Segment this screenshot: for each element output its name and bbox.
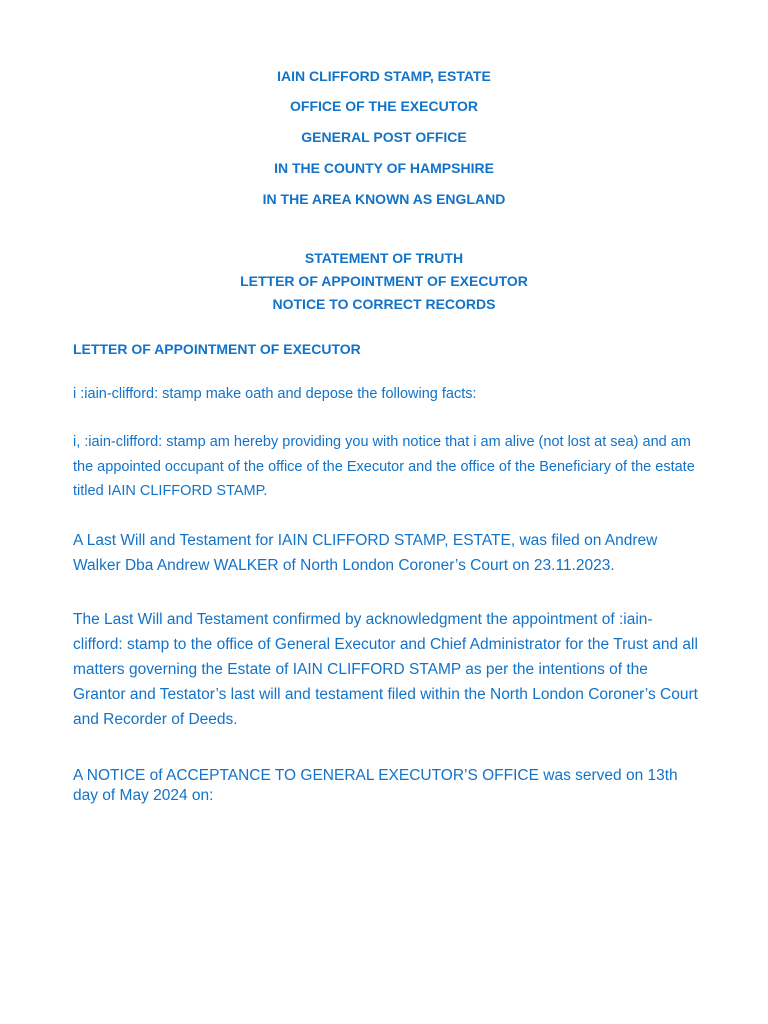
paragraph-oath: i :iain-clifford: stamp make oath and depose the following facts: [73, 386, 477, 402]
header-office-title: OFFICE OF THE EXECUTOR [290, 98, 478, 114]
section-heading: LETTER OF APPOINTMENT OF EXECUTOR [73, 341, 361, 357]
subtitle-notice-to-correct: NOTICE TO CORRECT RECORDS [272, 296, 496, 312]
paragraph-will-filed: A Last Will and Testament for IAIN CLIFFORD STAMP, ESTATE, was filed on Andrew Walker Dba Andrew WALKER of North London Coroner’s Court on 23.11.2023. [73, 532, 658, 574]
subtitle-letter-of-appointment: LETTER OF APPOINTMENT OF EXECUTOR [240, 273, 528, 289]
header-area: IN THE AREA KNOWN AS ENGLAND [262, 191, 506, 207]
subtitle-statement-of-truth: STATEMENT OF TRUTH [304, 250, 464, 266]
paragraph-notice-acceptance: A NOTICE of ACCEPTANCE TO GENERAL EXECUTOR’S OFFICE was served on 13th day of May 2024 on: [73, 767, 678, 804]
header-county: IN THE COUNTY OF HAMPSHIRE [274, 160, 494, 176]
header-post-office: GENERAL POST OFFICE [301, 129, 467, 145]
paragraph-notice-alive: i, :iain-clifford: stamp am hereby providing you with notice that i am alive (not lost at sea) and am the appointed occupant of the office of the Executor and the office of the Beneficiary of the estate titled IAIN CLIFFORD STAMP. [73, 434, 695, 499]
header-estate-title: IAIN CLIFFORD STAMP, ESTATE [277, 68, 491, 84]
paragraph-will-confirmed: The Last Will and Testament confirmed by acknowledgment the appointment of :iain-clifford: stamp to the office of General Executor and Chief Administrator for the Trust and all matters governing the Estate of IAIN CLIFFORD STAMP as per the intentions of the Grantor and Testator’s last will and testament filed within the North London Coroner’s Court and Recorder of Deeds. [73, 611, 698, 728]
